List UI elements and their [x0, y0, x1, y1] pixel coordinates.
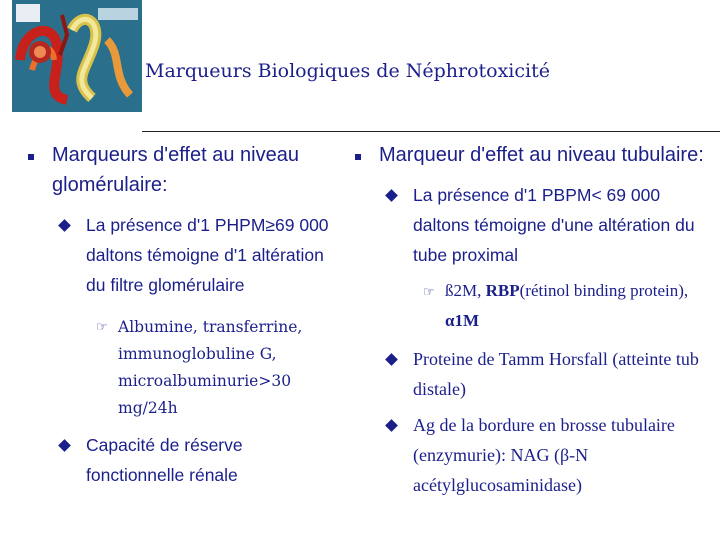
left-item-2-text: Capacité de réserve fonctionnelle rénale [86, 435, 243, 485]
left-item-1-text: La présence d'1 PHPM≥69 000 daltons témoigne d'1 altération du filtre glomérulaire [86, 215, 329, 295]
right-item-2-text: Proteine de Tamm Horsfall (atteinte tub distale) [413, 349, 699, 399]
left-column [28, 138, 340, 490]
square-bullet-icon [28, 154, 34, 160]
slide-title: Marqueurs Biologiques de Néphrotoxicité [145, 60, 550, 82]
title-rule [142, 131, 720, 132]
nephron-icon [12, 0, 142, 112]
right-item-1-sub-prefix: ß2M, [445, 281, 486, 300]
diamond-bullet-icon [385, 419, 398, 432]
right-heading-text: Marqueur d'effet au niveau tubulaire: [379, 144, 704, 166]
diamond-bullet-icon [58, 219, 71, 232]
left-item-1-sub [86, 314, 340, 422]
right-item-1-text: La présence d'1 PBPM< 69 000 daltons témoigne d'une altération du tube proximal [413, 185, 695, 265]
left-item-1 [52, 210, 340, 300]
nephron-illustration [12, 0, 142, 112]
diamond-bullet-icon [385, 353, 398, 366]
left-item-2 [52, 430, 340, 490]
square-bullet-icon [355, 154, 361, 160]
pointing-hand-icon: ☞ [96, 320, 108, 335]
right-item-3-text: Ag de la bordure en brosse tubulaire (enzymurie): NAG (β-N acétylglucosaminidase) [413, 415, 675, 495]
pointing-hand-icon: ☞ [423, 284, 435, 299]
right-item-1-sub-bold1: RBP [485, 281, 520, 300]
right-column [355, 138, 710, 500]
right-item-1-sub [413, 276, 710, 336]
diamond-bullet-icon [385, 189, 398, 202]
right-item-1 [379, 180, 710, 270]
right-heading [355, 140, 710, 170]
right-item-3 [379, 410, 710, 500]
diamond-bullet-icon [58, 439, 71, 452]
left-item-1-sub-text: Albumine, transferrine, immunoglobuline G, microalbuminurie>30 mg/24h [118, 318, 303, 417]
left-heading [28, 140, 340, 200]
right-item-1-sub-bold2: α1M [445, 311, 480, 330]
right-item-2 [379, 344, 710, 404]
right-item-1-sub-middle: (rétinol binding protein), [519, 281, 689, 300]
left-heading-text: Marqueurs d'effet au niveau glomérulaire: [52, 144, 299, 196]
